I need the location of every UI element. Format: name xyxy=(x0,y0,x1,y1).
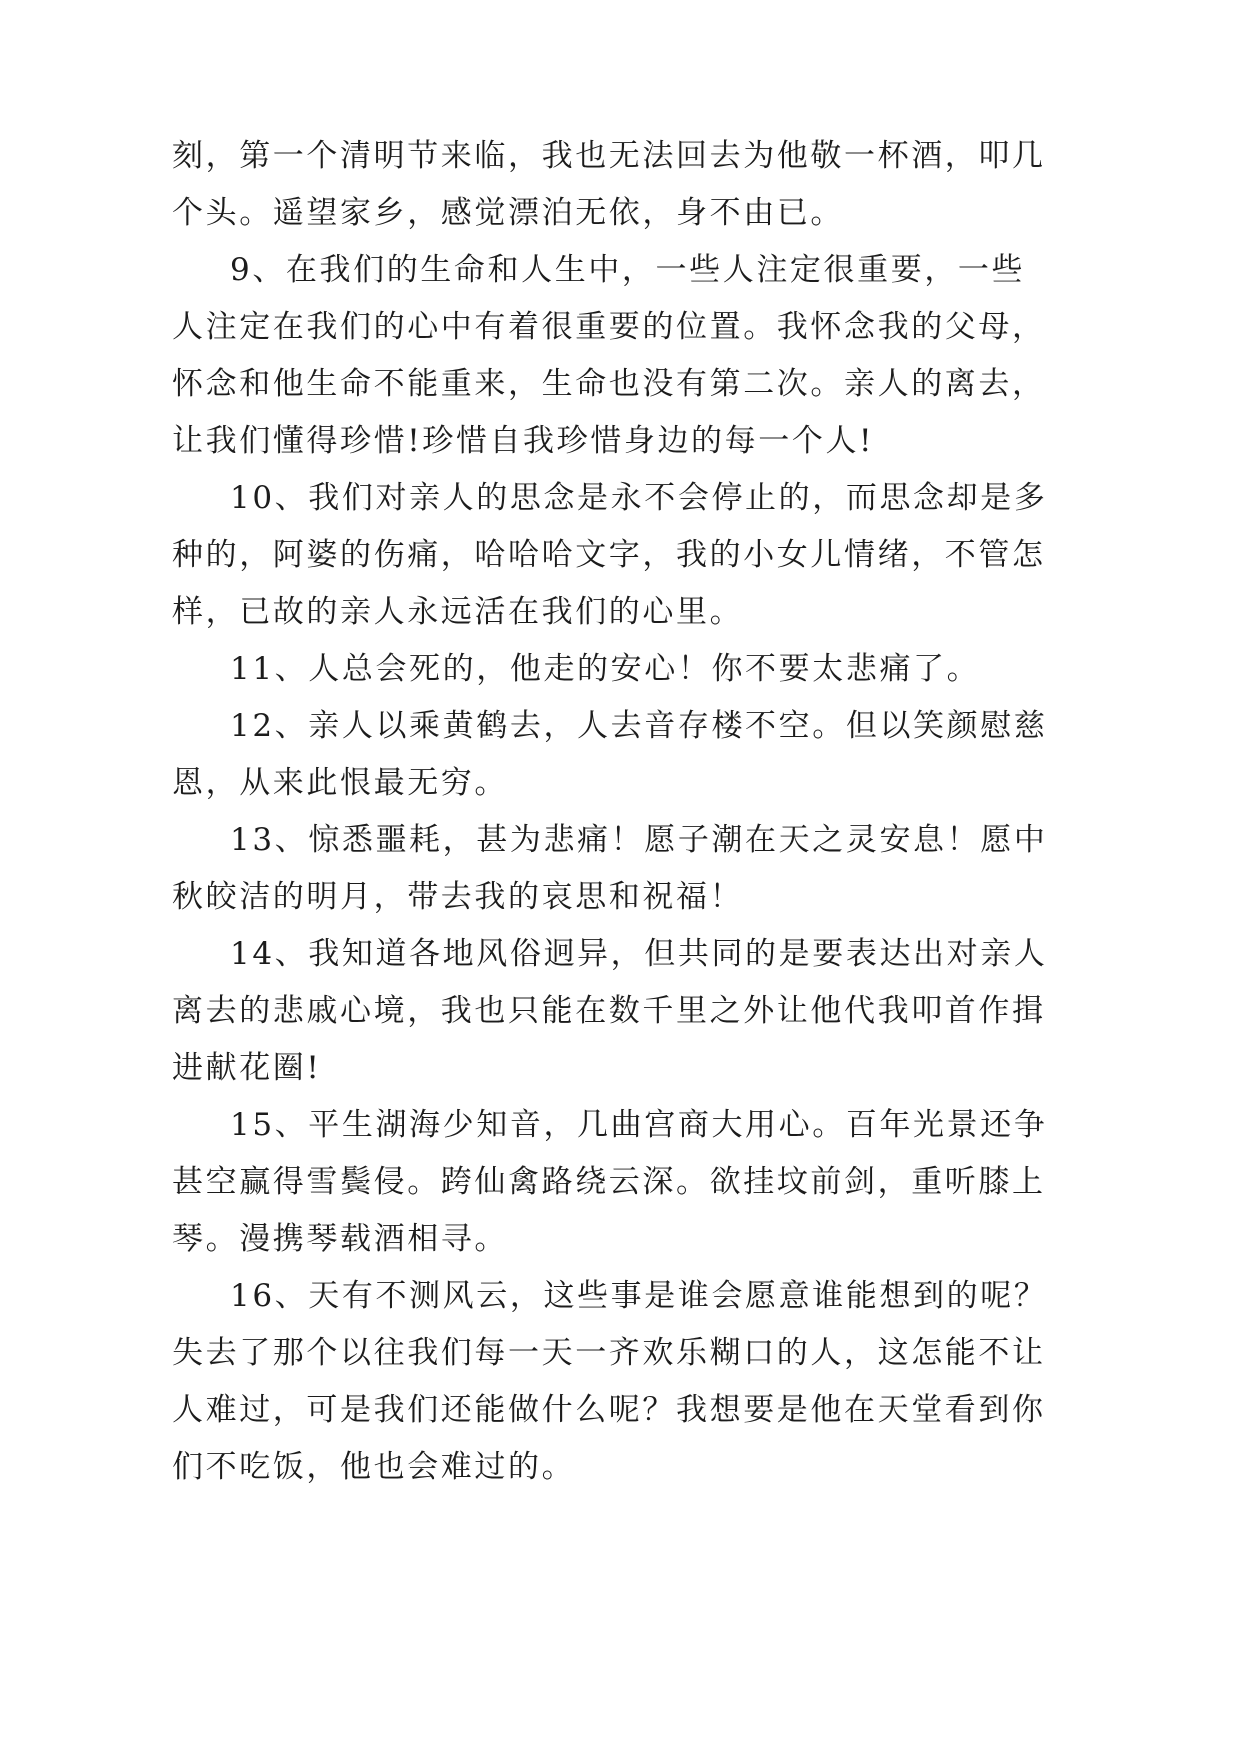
paragraph-line: 恩，从来此恨最无穷。 xyxy=(172,765,508,801)
paragraph-line: 12、亲人以乘黄鹤去，人去音存楼不空。但以笑颜慰慈 xyxy=(230,708,1048,744)
paragraph-line: 进献花圈! xyxy=(172,1050,322,1086)
paragraph-line: 15、平生湖海少知音，几曲宫商大用心。百年光景还争 xyxy=(230,1107,1048,1143)
paragraph-line: 们不吃饭，他也会难过的。 xyxy=(172,1449,576,1485)
paragraph-line: 11、人总会死的，他走的安心！你不要太悲痛了。 xyxy=(230,651,981,687)
paragraph-line: 人难过，可是我们还能做什么呢？我想要是他在天堂看到你 xyxy=(172,1392,1046,1428)
paragraph-line: 让我们懂得珍惜!珍惜自我珍惜身边的每一个人! xyxy=(172,423,875,459)
paragraph-line: 16、天有不测风云，这些事是谁会愿意谁能想到的呢？ xyxy=(230,1278,1048,1314)
paragraph-line: 9、在我们的生命和人生中，一些人注定很重要，一些 xyxy=(230,252,1026,288)
paragraph-line: 失去了那个以往我们每一天一齐欢乐糊口的人，这怎能不让 xyxy=(172,1335,1046,1371)
paragraph-line: 秋皎洁的明月，带去我的哀思和祝福！ xyxy=(172,879,744,915)
paragraph-line: 琴。漫携琴载酒相寻。 xyxy=(172,1221,508,1257)
paragraph-line: 14、我知道各地风俗迥异，但共同的是要表达出对亲人 xyxy=(230,936,1048,972)
paragraph-line: 个头。遥望家乡，感觉漂泊无依，身不由已。 xyxy=(172,195,844,231)
paragraph-line: 13、惊悉噩耗，甚为悲痛！愿子潮在天之灵安息！愿中 xyxy=(230,822,1048,858)
paragraph-line: 怀念和他生命不能重来，生命也没有第二次。亲人的离去， xyxy=(172,366,1046,402)
paragraph-line: 样，已故的亲人永远活在我们的心里。 xyxy=(172,594,744,630)
paragraph-line: 人注定在我们的心中有着很重要的位置。我怀念我的父母， xyxy=(172,309,1046,345)
paragraph-line: 离去的悲戚心境，我也只能在数千里之外让他代我叩首作揖 xyxy=(172,993,1046,1029)
paragraph-line: 甚空赢得雪鬓侵。跨仙禽路绕云深。欲挂坟前剑，重听膝上 xyxy=(172,1164,1046,1200)
paragraph-line: 种的，阿婆的伤痛，哈哈哈文字，我的小女儿情绪，不管怎 xyxy=(172,537,1046,573)
paragraph-line: 10、我们对亲人的思念是永不会停止的，而思念却是多 xyxy=(230,480,1048,516)
paragraph-line: 刻，第一个清明节来临，我也无法回去为他敬一杯酒，叩几 xyxy=(172,138,1046,174)
